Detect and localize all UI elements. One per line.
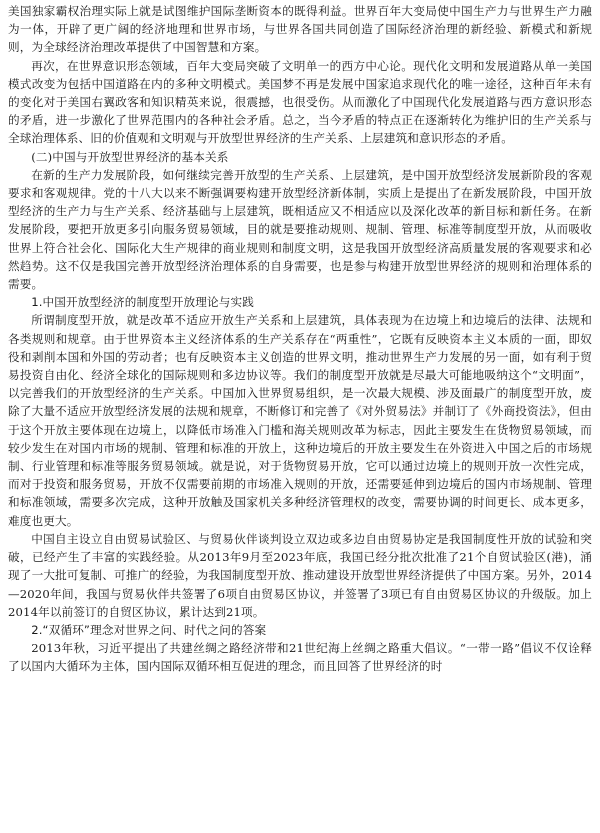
section-heading-china-open-economy: (二)中国与开放型世界经济的基本关系 xyxy=(31,149,229,164)
paragraph-free-trade-zones: 中国自主设立自由贸易试验区、与贸易伙伴谈判设立双边或多边自由贸易协定是我国制度性开放的试验和突破，已经产生了丰富的实践经验。从2013年9月至2023年底，我国已经分批次批准了21个自贸试验区(港)，涌现了一大批可复制、可推广的经验，为我国制度型开放、推动建设开放型世界经济提供了中国方案。另外，2014—2020年间，我国与贸易伙伴共签署了6项自由贸易区协议，并签署了3项已有自由贸易区协议的升级版。加上2014年以前签订的自贸区协议，累计达到21项。 xyxy=(8,531,592,619)
paragraph-continued: 美国独家霸权治理实际上就是试图维护国际垄断资本的既得利益。世界百年大变局使中国生产力与世界生产力融为一体，开辟了更广阔的经济地理和世界市场，与世界各国共同创造了国际经济治理的新经验、新模式和新规则，为全球经济治理改革提供了中国智慧和方案。 xyxy=(8,4,592,55)
paragraph-belt-and-road: 2013年秋，习近平提出了共建丝绸之路经济带和21世纪海上丝绸之路重大倡议。“一带一路”倡议不仅诠释了以国内大循环为主体，国内国际双循环相互促进的理念，而且回答了世界经济的时 xyxy=(8,641,592,674)
subheading-institutional-opening: 1.中国开放型经济的制度型开放理论与实践 xyxy=(31,295,254,310)
paragraph-new-stage: 在新的生产力发展阶段，如何继续完善开放型的生产关系、上层建筑，是中国开放型经济发展新阶段的客观要求和客观规律。党的十八大以来不断强调要构建开放型经济新体制，实质上是提出了在新发展阶段，中国开放型经济的生产力与生产关系、经济基础与上层建筑，既相适应又不相适应以及深化改革的新目标和新任务。在新发展阶段，要把开放更多引向服务贸易领域，目的就是要推动规则、规制、管理、标准等制度型开放，从而吸收世界上符合社会化、国际化大生产规律的商业规则和制度文明，这是我国开放型经济高质量发展的客观要求和必然趋势。这不仅是我国完善开放型经济治理体系的自身需要，也是参与构建开放型世界经济的规则和治理体系的需要。 xyxy=(8,167,592,292)
paragraph-institutional-opening: 所谓制度型开放，就是改革不适应开放生产关系和上层建筑，具体表现为在边境上和边境后的法律、法规和各类规则和规章。由于世界资本主义经济体系的生产关系存在“两重性”，它既有反映资本主义本质的一面，即奴役和剥削本国和外国的劳动者；也有反映资本主义创造的世界文明，推动世界生产力发展的另一面，如有利于贸易投资自由化、经济全球化的国际规则和多边协议等。我们的制度型开放就是尽最大可能地吸纳这个“文明面”，以完善我们的开放型经济的生产关系。中国加入世界贸易组织，是一次最大规模、涉及面最广的制度型开放，废除了大量不适应开放型经济发展的法规和规章，不断修订和完善了《对外贸易法》并制订了《外商投资法》，但由于这个开放主要体现在边境上，以降低市场准入门槛和海关规则改革为标志，因此主要发生在货物贸易领域，而较少发生在对国内市场的规制、管理和标准的开放上，这种边境后的开放主要发生在外资进入中国之后的市场规制、行业管理和标准等服务贸易领域。就是说，对于货物贸易开放，它可以通过边境上的规则开放一次性完成，而对于投资和服务贸易，开放不仅需要前期的市场准入规则的开放，还需要延伸到边境后的国内市场规制、管理和标准领域，需要多次完成，这种开放触及国家机关多种经济管理权的改变，需要协调的时间更长、成本更多，难度也更大。 xyxy=(8,313,592,528)
paragraph-ideology: 再次，在世界意识形态领域，百年大变局突破了文明单一的西方中心论。现代化文明和发展道路从单一美国模式改变为包括中国道路在内的多种文明模式。美国梦不再是发展中国家追求现代化的唯一途径，这种百年未有的变化对于美国右翼政客和知识精英来说，很震撼，也很受伤。从而激化了中国现代化发展道路与西方意识形态的矛盾，进一步激化了世界范围内的各种社会矛盾。总之，当今矛盾的特点正在逐渐转化为维护旧的生产关系与全球治理体系、旧的价值观和文明观与开放型世界经济的生产关系、上层建筑和意识形态的矛盾。 xyxy=(8,58,592,146)
subheading-dual-circulation: 2.“双循环”理念对世界之问、时代之问的答案 xyxy=(31,622,267,637)
